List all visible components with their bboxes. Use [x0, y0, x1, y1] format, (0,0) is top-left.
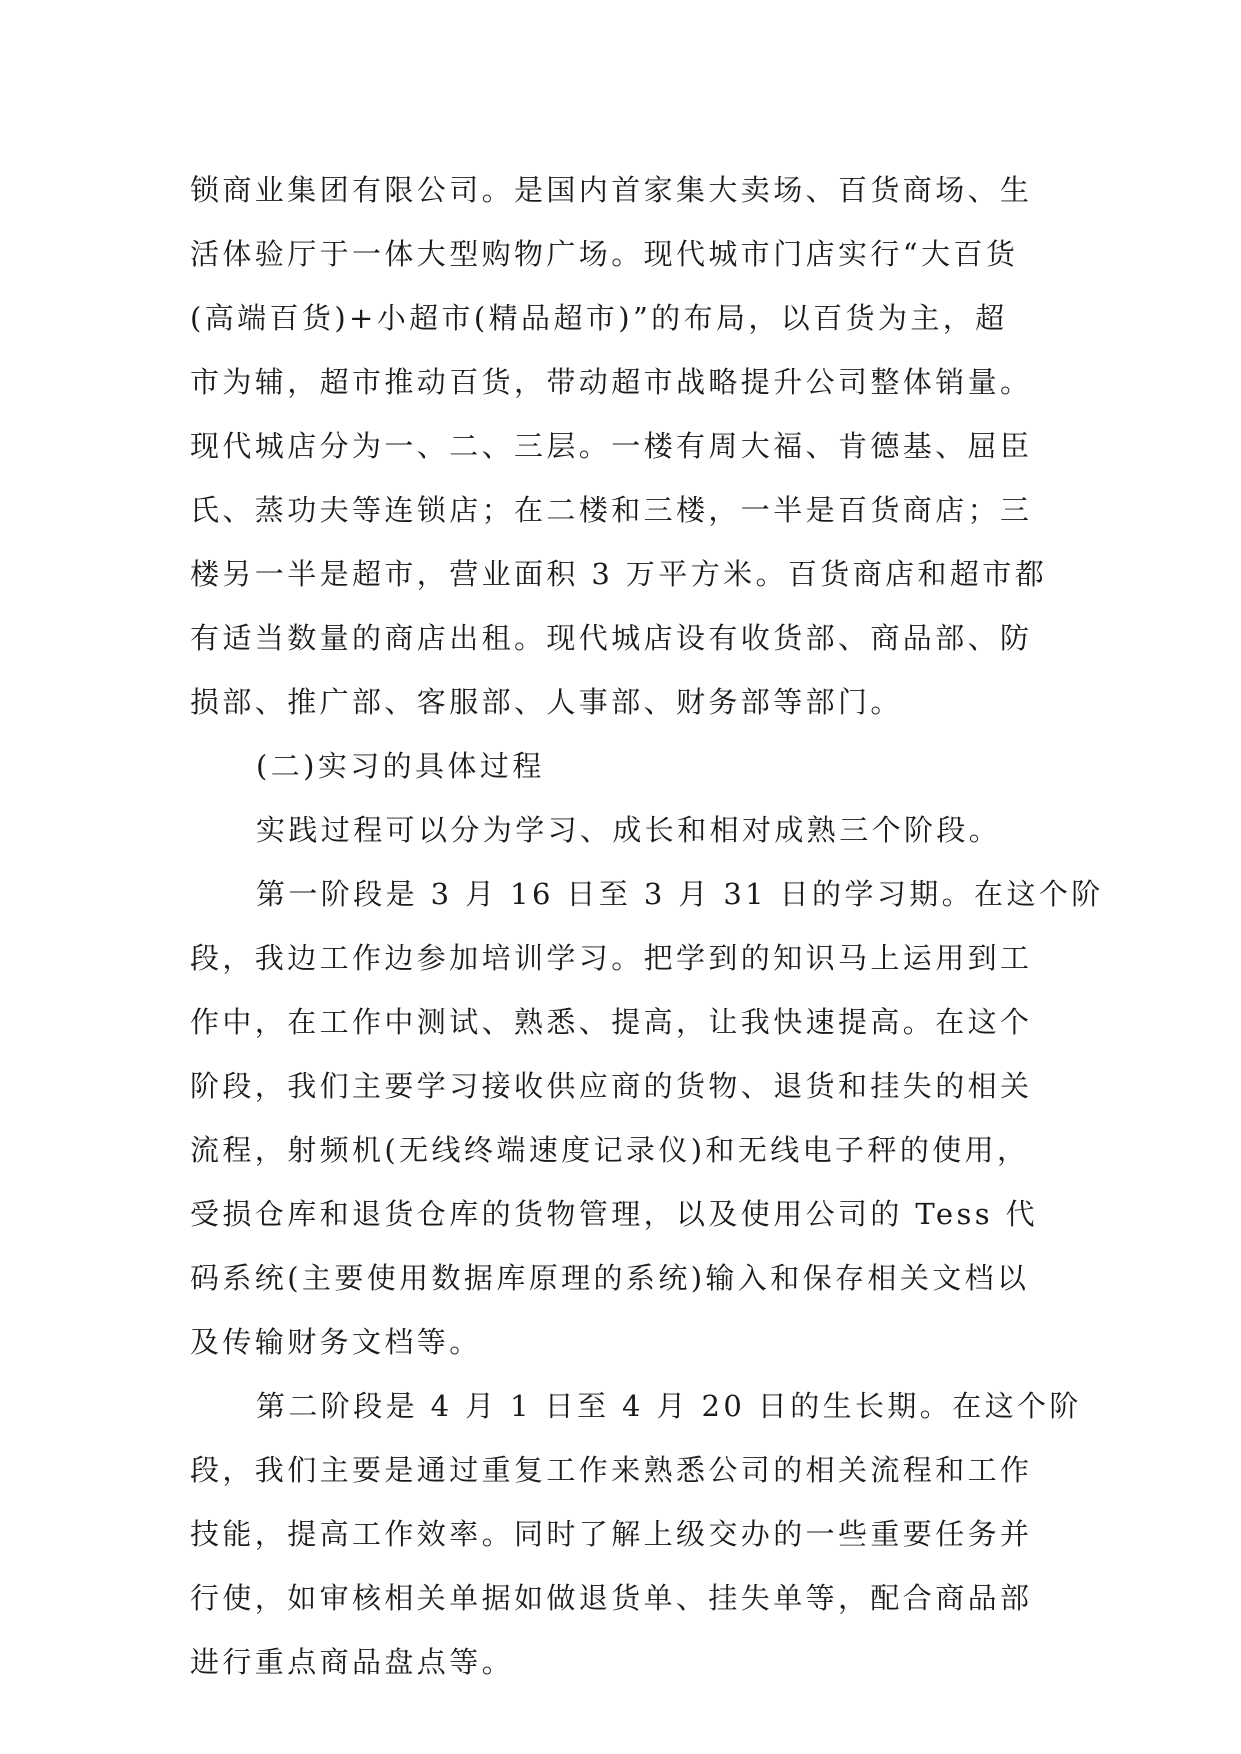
- text-line: 阶段，我们主要学习接收供应商的货物、退货和挂失的相关: [190, 1069, 1033, 1103]
- text-line: 及传输财务文档等。: [190, 1325, 482, 1359]
- text-line: 锁商业集团有限公司。是国内首家集大卖场、百货商场、生: [190, 173, 1033, 207]
- text-line: 活体验厅于一体大型购物广场。现代城市门店实行“大百货: [190, 237, 1019, 271]
- text-line: 作中，在工作中测试、熟悉、提高，让我快速提高。在这个: [190, 1005, 1033, 1039]
- section-heading: (二)实习的具体过程: [256, 749, 545, 783]
- text-line: 码系统(主要使用数据库原理的系统)输入和保存相关文档以: [190, 1261, 1030, 1295]
- text-line: 段，我们主要是通过重复工作来熟悉公司的相关流程和工作: [190, 1453, 1033, 1487]
- text-line: (高端百货)+小超市(精品超市)”的布局，以百货为主，超: [190, 301, 1008, 335]
- text-line: 行使，如审核相关单据如做退货单、挂失单等，配合商品部: [190, 1581, 1033, 1615]
- text-line: 技能，提高工作效率。同时了解上级交办的一些重要任务并: [190, 1517, 1033, 1551]
- text-line: 现代城店分为一、二、三层。一楼有周大福、肯德基、屈臣: [190, 429, 1033, 463]
- text-line: 氏、蒸功夫等连锁店；在二楼和三楼，一半是百货商店；三: [190, 493, 1033, 527]
- text-line: 段，我边工作边参加培训学习。把学到的知识马上运用到工: [190, 941, 1033, 975]
- paragraph-first-line: 实践过程可以分为学习、成长和相对成熟三个阶段。: [256, 813, 1002, 847]
- text-line: 损部、推广部、客服部、人事部、财务部等部门。: [190, 685, 903, 719]
- document-body: [190, 158, 1104, 1694]
- text-line: 楼另一半是超市，营业面积 3 万平方米。百货商店和超市都: [190, 557, 1048, 591]
- text-line: 有适当数量的商店出租。现代城店设有收货部、商品部、防: [190, 621, 1033, 655]
- text-line: 进行重点商品盘点等。: [190, 1645, 515, 1679]
- text-line: 受损仓库和退货仓库的货物管理，以及使用公司的 Tess 代: [190, 1197, 1039, 1231]
- paragraph-first-line: 第一阶段是 3 月 16 日至 3 月 31 日的学习期。在这个阶: [256, 877, 1104, 911]
- text-line: 市为辅，超市推动百货，带动超市战略提升公司整体销量。: [190, 365, 1033, 399]
- paragraph-first-line: 第二阶段是 4 月 1 日至 4 月 20 日的生长期。在这个阶: [256, 1389, 1082, 1423]
- text-line: 流程，射频机(无线终端速度记录仪)和无线电子秤的使用，: [190, 1133, 1030, 1167]
